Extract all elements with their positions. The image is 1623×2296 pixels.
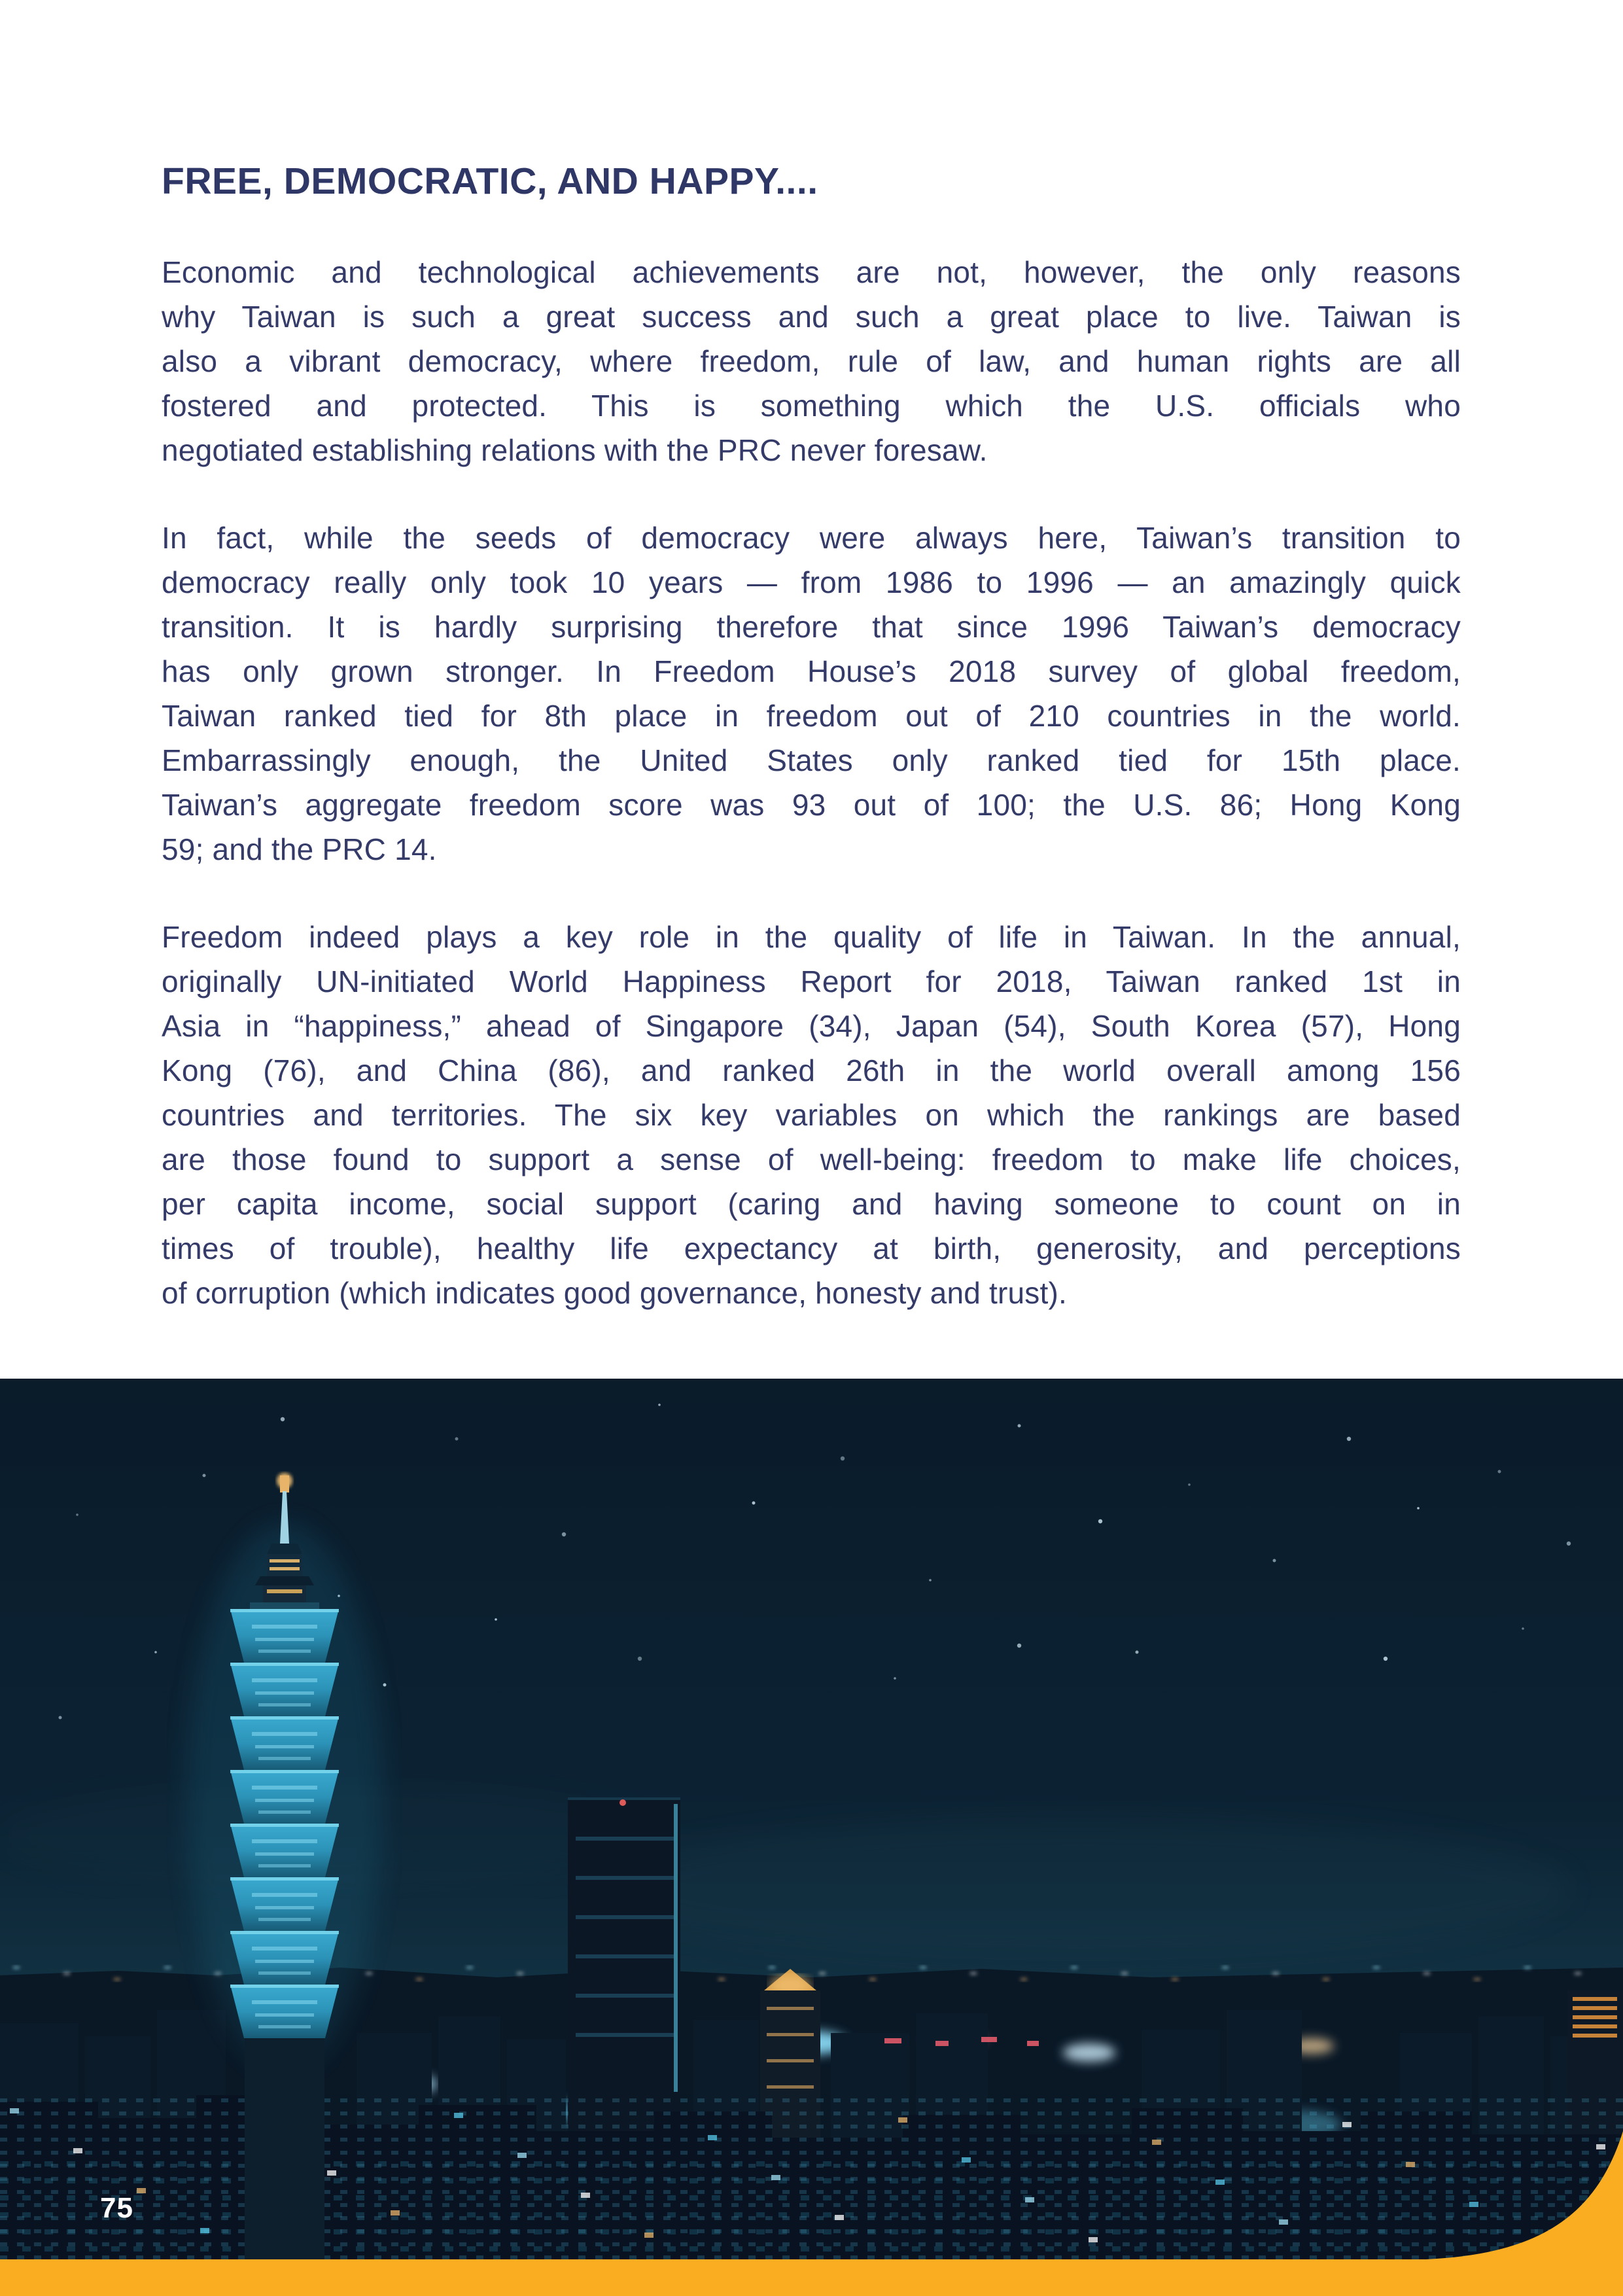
- text-line: 59; and the PRC 14.: [162, 832, 437, 866]
- text-line: transition. It is hardly surprising therefore that since 1996 Taiwan’s democracy: [162, 610, 1461, 644]
- window-grid-near: [0, 2151, 1623, 2259]
- page-number: 75: [100, 2192, 133, 2224]
- text-line: per capita income, social support (caring and having someone to count on in: [162, 1187, 1461, 1221]
- text-line: of corruption (which indicates good governance, honesty and trust).: [162, 1276, 1067, 1310]
- text-line: countries and territories. The six key variables on which the rankings are based: [162, 1098, 1461, 1132]
- cloud-haze: [589, 1817, 1570, 1961]
- skyline-illustration: [0, 1379, 1623, 2259]
- text-line: are those found to support a sense of well-being: freedom to make life choices,: [162, 1142, 1461, 1176]
- body-text: [162, 250, 1461, 1315]
- paragraph: [162, 250, 1461, 472]
- text-line: Asia in “happiness,” ahead of Singapore (34), Japan (54), South Korea (57), Hong: [162, 1009, 1461, 1043]
- text-line: Freedom indeed plays a key role in the quality of life in Taiwan. In the annual,: [162, 920, 1461, 954]
- tower-segments: [230, 1609, 339, 2038]
- tower-base: [245, 2038, 324, 2259]
- text-line: has only grown stronger. In Freedom House’s 2018 survey of global freedom,: [162, 654, 1461, 688]
- text-line: Kong (76), and China (86), and ranked 26th in the world overall among 156: [162, 1053, 1461, 1087]
- text-line: In fact, while the seeds of democracy were always here, Taiwan’s transition to: [162, 521, 1461, 555]
- page-title: FREE, DEMOCRATIC, AND HAPPY....: [162, 160, 818, 202]
- text-line: also a vibrant democracy, where freedom, rule of law, and human rights are all: [162, 344, 1461, 378]
- text-line: Taiwan ranked tied for 8th place in freedom out of 210 countries in the world.: [162, 699, 1461, 733]
- text-line: Economic and technological achievements are not, however, the only reasons: [162, 255, 1461, 289]
- text-line: originally UN-initiated World Happiness Report for 2018, Taiwan ranked 1st in: [162, 964, 1461, 998]
- text-line: negotiated establishing relations with the PRC never foresaw.: [162, 433, 988, 467]
- text-line: fostered and protected. This is something which the U.S. officials who: [162, 389, 1461, 423]
- text-line: times of trouble), healthy life expectancy at birth, generosity, and perceptions: [162, 1231, 1461, 1265]
- footer-swoosh: [1426, 2126, 1623, 2296]
- paragraph: [162, 915, 1461, 1315]
- taipei-night-photo: [0, 1379, 1623, 2259]
- footer-bar: [0, 2259, 1623, 2296]
- text-line: Embarrassingly enough, the United States only ranked tied for 15th place.: [162, 743, 1461, 777]
- text-line: why Taiwan is such a great success and such a great place to live. Taiwan is: [162, 300, 1461, 334]
- paragraph: [162, 516, 1461, 872]
- text-column: [162, 160, 1461, 1315]
- text-line: Taiwan’s aggregate freedom score was 93 out of 100; the U.S. 86; Hong Kong: [162, 788, 1461, 822]
- text-line: democracy really only took 10 years — from 1986 to 1996 — an amazingly quick: [162, 565, 1461, 599]
